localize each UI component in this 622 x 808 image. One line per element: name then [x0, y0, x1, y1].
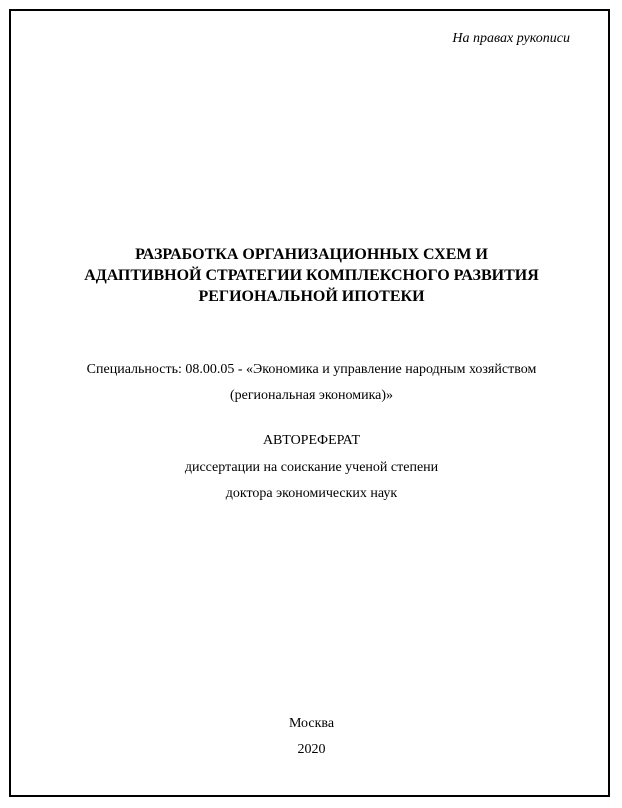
manuscript-note: На правах рукописи: [452, 31, 570, 46]
city: Москва: [288, 716, 335, 731]
specialty-block: [11, 357, 612, 409]
title-line: АДАПТИВНОЙ СТРАТЕГИИ КОМПЛЕКСНОГО РАЗВИТИЯ: [84, 267, 539, 284]
abstract-heading: АВТОРЕФЕРАТ: [262, 433, 361, 448]
title-line: РЕГИОНАЛЬНОЙ ИПОТЕКИ: [198, 288, 425, 305]
document-title: [11, 244, 612, 307]
specialty-line: Специальность: 08.00.05 - «Экономика и управление народным хозяйством: [86, 362, 537, 377]
page-frame: [9, 9, 610, 797]
footer-block: [11, 711, 612, 763]
year: 2020: [297, 742, 326, 757]
title-line: РАЗРАБОТКА ОРГАНИЗАЦИОННЫХ СХЕМ И: [135, 246, 488, 263]
specialty-line: (региональная экономика)»: [229, 388, 394, 403]
abstract-line: доктора экономических наук: [225, 486, 398, 501]
abstract-block: [11, 427, 612, 507]
abstract-line: диссертации на соискание ученой степени: [184, 460, 439, 475]
